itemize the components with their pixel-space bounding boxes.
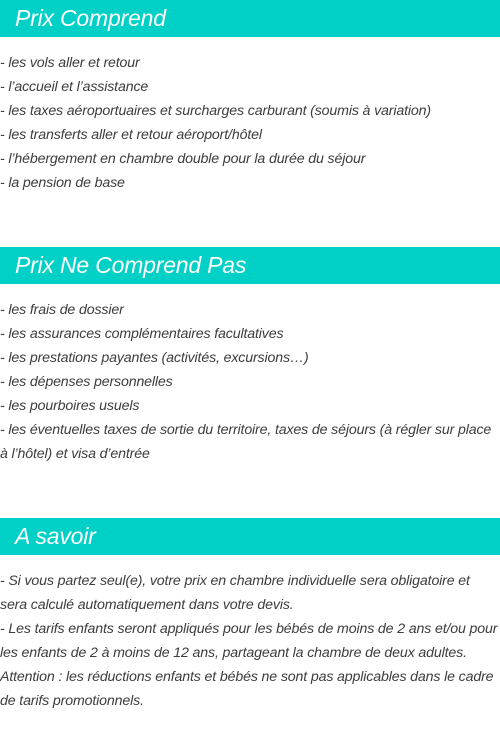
- section-list: [0, 37, 500, 195]
- list-item: - l’accueil et l’assistance: [0, 79, 149, 95]
- list-item: - les frais de dossier: [0, 302, 124, 318]
- list-item: de tarifs promotionnels.: [0, 693, 144, 709]
- section-title: Prix Comprend: [0, 0, 500, 37]
- list-item: sera calculé automatiquement dans votre devis.: [0, 597, 294, 613]
- list-item: - l’hébergement en chambre double pour la durée du séjour: [0, 151, 366, 167]
- list-item: - les éventuelles taxes de sortie du territoire, taxes de séjours (à régler sur place: [0, 422, 492, 438]
- list-item: - la pension de base: [0, 175, 125, 191]
- list-item: - les dépenses personnelles: [0, 374, 173, 390]
- section-title: A savoir: [0, 518, 500, 555]
- list-item: - Les tarifs enfants seront appliqués pour les bébés de moins de 2 ans et/ou pour: [0, 621, 498, 637]
- section-list: [0, 555, 500, 713]
- list-item: - Si vous partez seul(e), votre prix en chambre individuelle sera obligatoire et: [0, 573, 470, 589]
- list-item: - les transferts aller et retour aéroport/hôtel: [0, 127, 262, 143]
- list-item: - les prestations payantes (activités, excursions…): [0, 350, 309, 366]
- section-a-savoir: [0, 518, 500, 713]
- list-item: - les assurances complémentaires facultatives: [0, 326, 284, 342]
- list-item: - les pourboires usuels: [0, 398, 140, 414]
- section-prix-ne-comprend-pas: [0, 247, 500, 466]
- list-item: à l’hôtel) et visa d’entrée: [0, 446, 150, 462]
- list-item: les enfants de 2 à moins de 12 ans, partageant la chambre de deux adultes.: [0, 645, 467, 661]
- section-title: Prix Ne Comprend Pas: [0, 247, 500, 284]
- list-item: - les vols aller et retour: [0, 55, 140, 71]
- list-item: - les taxes aéroportuaires et surcharges carburant (soumis à variation): [0, 103, 431, 119]
- section-list: [0, 284, 500, 466]
- list-item: Attention : les réductions enfants et bébés ne sont pas applicables dans le cadre: [0, 669, 494, 685]
- section-prix-comprend: [0, 0, 500, 195]
